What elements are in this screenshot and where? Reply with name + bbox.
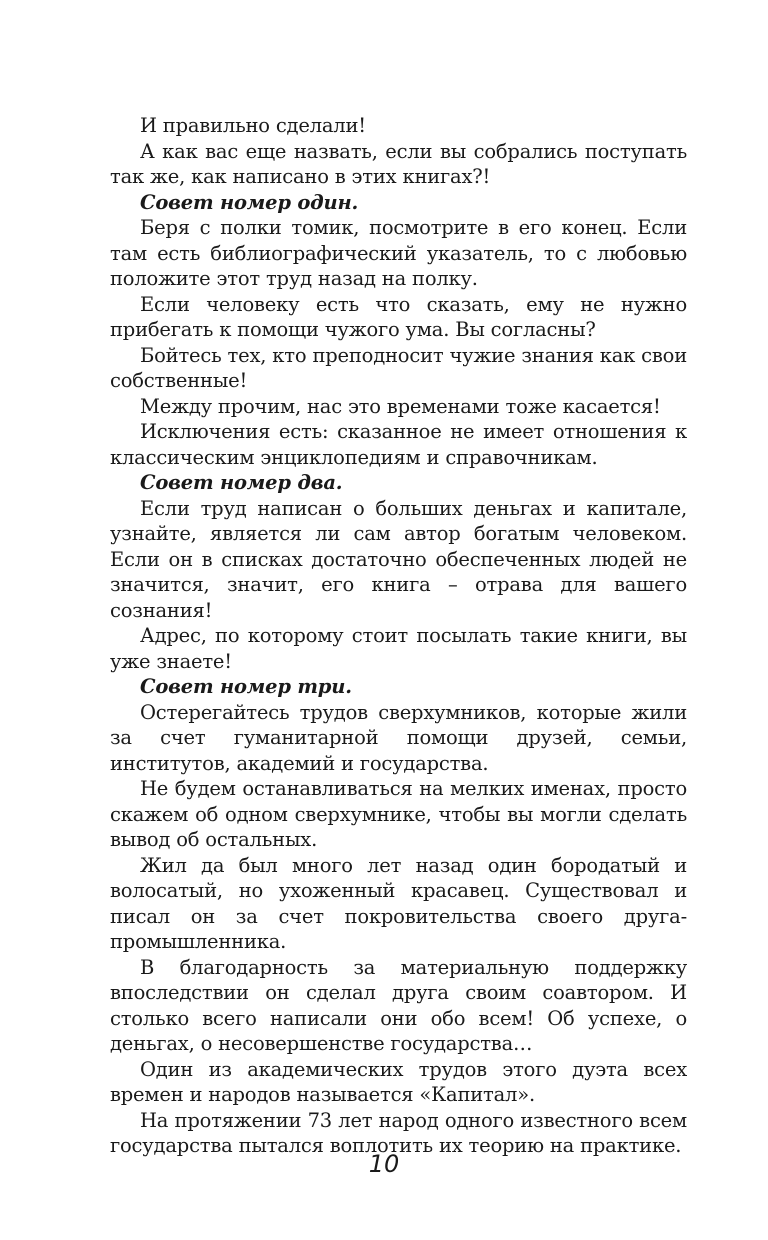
paragraph: Если труд написан о больших деньгах и капитале, узнайте, является ли сам автор богатым человеком. Если он в списках достаточно обеспеченных людей не значится, значит, его книга – отрава для вашего сознания! xyxy=(110,496,687,622)
paragraph: Адрес, по которому стоит посылать такие книги, вы уже знаете! xyxy=(110,624,687,673)
paragraph: Исключения есть: сказанное не имеет отношения к классическим энциклопедиям и справочникам. xyxy=(110,420,687,469)
paragraph: Если человеку есть что сказать, ему не нужно прибегать к помощи чужого ума. Вы согласны? xyxy=(110,292,687,341)
paragraph: Остерегайтесь трудов сверхумников, которые жили за счет гуманитарной помощи друзей, семьи, институтов, академий и государства. xyxy=(110,700,687,775)
paragraph: Бойтесь тех, кто преподносит чужие знания как свои собственные! xyxy=(110,343,687,392)
page-number: 10 xyxy=(368,1150,400,1178)
paragraph: И правильно сделали! xyxy=(140,114,366,137)
tip-heading: Совет номер два. xyxy=(140,471,343,494)
paragraph: Жил да был много лет назад один бородатый и волосатый, но ухоженный красавец. Существовал и писал он за счет покровительства своего друга-промышленника. xyxy=(110,853,687,953)
tip-heading: Совет номер три. xyxy=(140,675,352,698)
tip-heading: Совет номер один. xyxy=(140,190,359,214)
paragraph: Беря с полки томик, посмотрите в его конец. Если там есть библиографический указатель, то с любовью положите этот труд назад на полку. xyxy=(110,216,687,290)
body-text xyxy=(110,113,687,1159)
paragraph: На протяжении 73 лет народ одного известного всем государства пытался воплотить их теорию на практике. xyxy=(110,1108,687,1157)
paragraph: Между прочим, нас это временами тоже касается! xyxy=(140,394,661,418)
paragraph: Не будем останавливаться на мелких именах, просто скажем об одном сверхумнике, чтобы вы могли сделать вывод об остальных. xyxy=(110,777,687,851)
paragraph: А как вас еще назвать, если вы собрались поступать так же, как написано в этих книгах?! xyxy=(110,139,687,188)
paragraph: Один из академических трудов этого дуэта всех времен и народов называется «Капитал». xyxy=(110,1057,687,1106)
paragraph: В благодарность за материальную поддержку впоследствии он сделал друга своим соавтором. И столько всего написали они обо всем! Об успехе, о деньгах, о несовершенстве государства… xyxy=(110,955,687,1055)
